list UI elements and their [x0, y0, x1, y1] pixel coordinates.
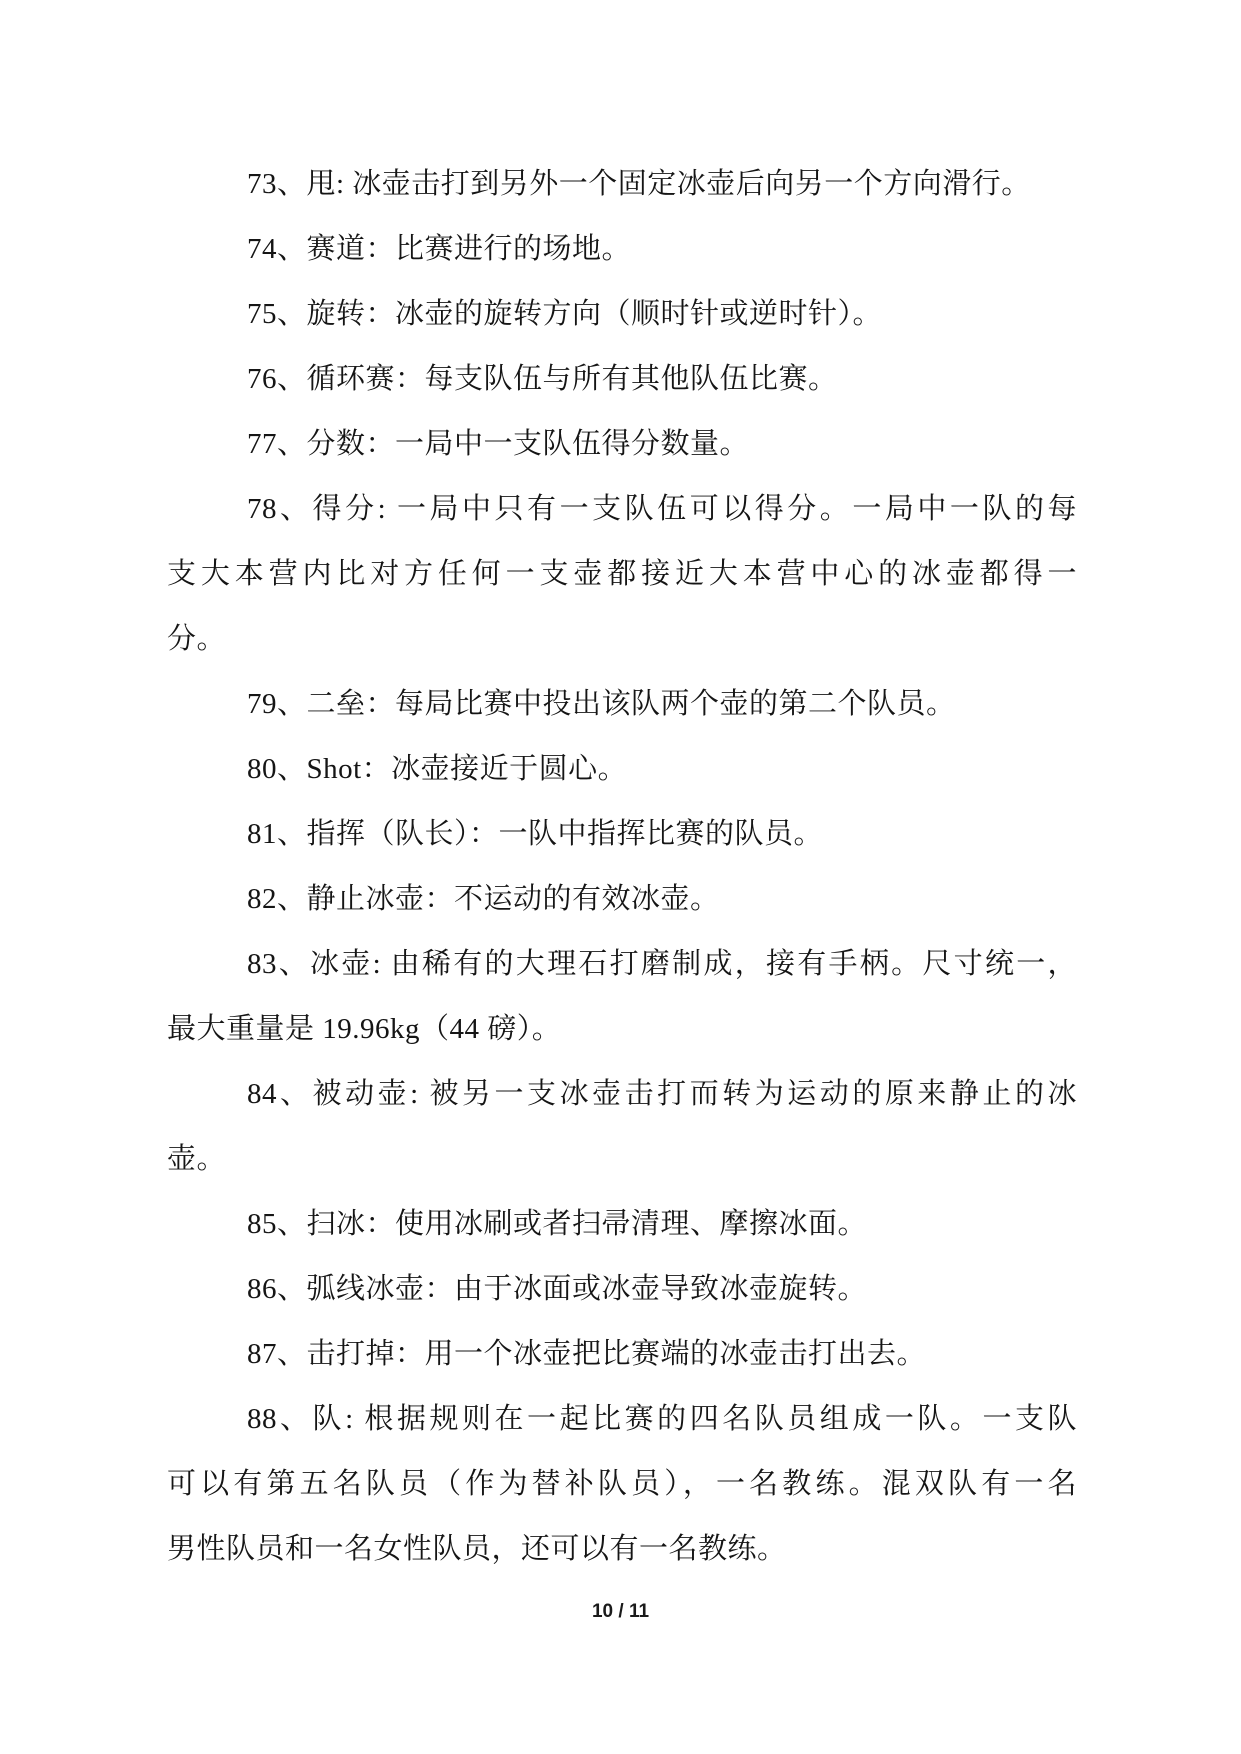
text-line: 最大重量是 19.96kg（44 磅）。 — [167, 1013, 562, 1045]
text-line: 77、分数：一局中一支队伍得分数量。 — [247, 428, 750, 460]
glossary-item-88 — [167, 1387, 1077, 1582]
text-line: 79、二垒：每局比赛中投出该队两个壶的第二个队员。 — [247, 688, 956, 720]
glossary-item-80 — [167, 737, 1077, 802]
glossary-item-82 — [167, 867, 1077, 932]
text-line: 83、冰壶: 由稀有的大理石打磨制成，接有手柄。尺寸统一， — [247, 948, 1077, 980]
glossary-item-75 — [167, 282, 1077, 347]
text-line: 86、弧线冰壶：由于冰面或冰壶导致冰壶旋转。 — [247, 1273, 868, 1305]
text-line: 81、指挥（队长）：一队中指挥比赛的队员。 — [247, 818, 824, 850]
text-line: 壶。 — [167, 1143, 227, 1175]
document-body — [167, 152, 1077, 1582]
text-line: 75、旋转：冰壶的旋转方向（顺时针或逆时针）。 — [247, 298, 883, 330]
glossary-item-79 — [167, 672, 1077, 737]
glossary-item-76 — [167, 347, 1077, 412]
text-line: 87、击打掉：用一个冰壶把比赛端的冰壶击打出去。 — [247, 1338, 927, 1370]
glossary-item-77 — [167, 412, 1077, 477]
page-footer — [0, 1601, 1241, 1623]
glossary-item-85 — [167, 1192, 1077, 1257]
text-line: 78、得分: 一局中只有一支队伍可以得分。一局中一队的每 — [247, 493, 1077, 525]
glossary-item-83 — [167, 932, 1077, 1062]
text-line: 84、被动壶: 被另一支冰壶击打而转为运动的原来静止的冰 — [247, 1078, 1077, 1110]
text-line: 88、队: 根据规则在一起比赛的四名队员组成一队。一支队 — [247, 1403, 1077, 1435]
text-line: 分。 — [167, 623, 227, 655]
text-line: 可以有第五名队员（作为替补队员），一名教练。混双队有一名 — [167, 1468, 1077, 1500]
text-line: 76、循环赛：每支队伍与所有其他队伍比赛。 — [247, 363, 838, 395]
text-line: 男性队员和一名女性队员，还可以有一名教练。 — [167, 1533, 787, 1565]
text-line: 80、Shot：冰壶接近于圆心。 — [247, 753, 628, 785]
glossary-item-84 — [167, 1062, 1077, 1192]
glossary-item-78 — [167, 477, 1077, 672]
text-line: 82、静止冰壶：不运动的有效冰壶。 — [247, 883, 720, 915]
glossary-item-74 — [167, 217, 1077, 282]
text-line: 85、扫冰：使用冰刷或者扫帚清理、摩擦冰面。 — [247, 1208, 868, 1240]
glossary-item-86 — [167, 1257, 1077, 1322]
glossary-item-87 — [167, 1322, 1077, 1387]
text-line: 支大本营内比对方任何一支壶都接近大本营中心的冰壶都得一 — [167, 558, 1077, 590]
text-line: 73、甩: 冰壶击打到另外一个固定冰壶后向另一个方向滑行。 — [247, 168, 1031, 200]
glossary-item-73 — [167, 152, 1077, 217]
page-number: 10 / 11 — [591, 1601, 650, 1622]
text-line: 74、赛道：比赛进行的场地。 — [247, 233, 632, 265]
glossary-item-81 — [167, 802, 1077, 867]
